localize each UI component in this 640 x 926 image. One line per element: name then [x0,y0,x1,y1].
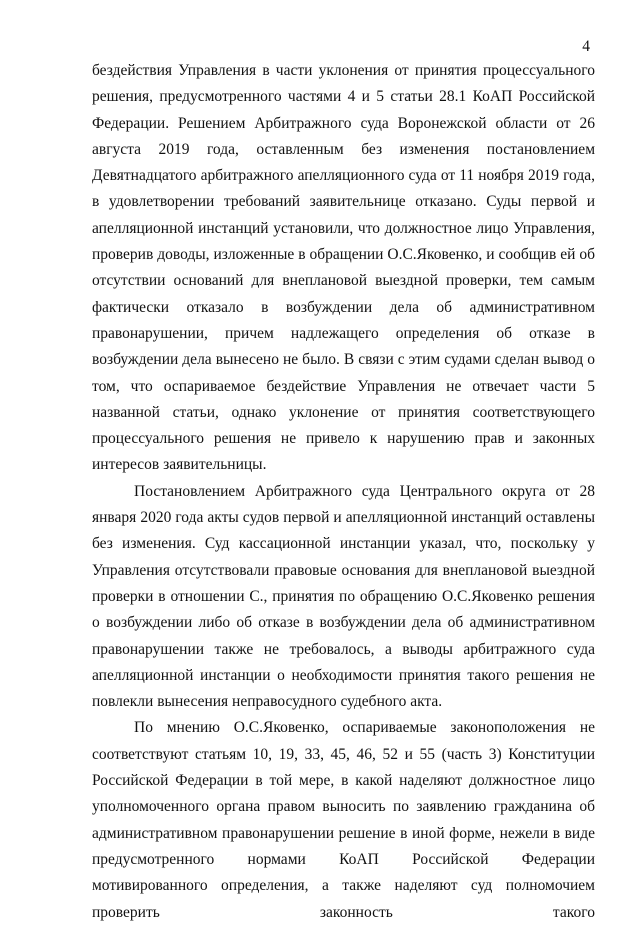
document-body [92,58,595,926]
paragraph-1: бездействия Управления в части уклонения от принятия процессуального решения, предусмотренного частями 4 и 5 статьи 28.1 КоАП Российской Федерации. Решением Арбитражного суда Воронежской области от 26 августа 2019 года, оставленным без изменения постановлением Девятнадцатого арбитражного апелляционного суда от 11 ноября 2019 года, в удовлетворении требований заявительнице отказано. Суды первой и апелляционной инстанций установили, что должностное лицо Управления, проверив доводы, изложенные в обращении О.С.Яковенко, и сообщив ей об отсутствии оснований для внеплановой выездной проверки, тем самым фактически отказало в возбуждении дела об административном правонарушении, причем надлежащего определения об отказе в возбуждении дела вынесено не было. В связи с этим судами сделан вывод о том, что оспариваемое бездействие Управления не отвечает части 5 названной статьи, однако уклонение от принятия соответствующего процессуального решения не привело к нарушению прав и законных интересов заявительницы. [92,62,595,474]
page-number: 4 [582,38,590,55]
paragraph-3: По мнению О.С.Яковенко, оспариваемые законоположения не соответствуют статьям 10, 19, 33, 45, 46, 52 и 55 (часть 3) Конституции Российской Федерации в той мере, в какой наделяют должностное лицо уполномоченного органа правом выносить по заявлению гражданина об административном правонарушении решение в иной форме, нежели в виде предусмотренного нормами КоАП Российской Федерации мотивированного определения, а также наделяют суд полномочием проверить законность такого [92,719,595,921]
paragraph-2: Постановлением Арбитражного суда Центрального округа от 28 января 2020 года акты судов первой и апелляционной инстанций оставлены без изменения. Суд кассационной инстанции указал, что, поскольку у Управления отсутствовали правовые основания для внеплановой выездной проверки в отношении С., принятия по обращению О.С.Яковенко решения о возбуждении либо об отказе в возбуждении дела об административном правонарушении также не требовалось, а выводы арбитражного суда апелляционной инстанции о необходимости принятия такого решения не повлекли вынесения неправосудного судебного акта. [92,482,595,711]
